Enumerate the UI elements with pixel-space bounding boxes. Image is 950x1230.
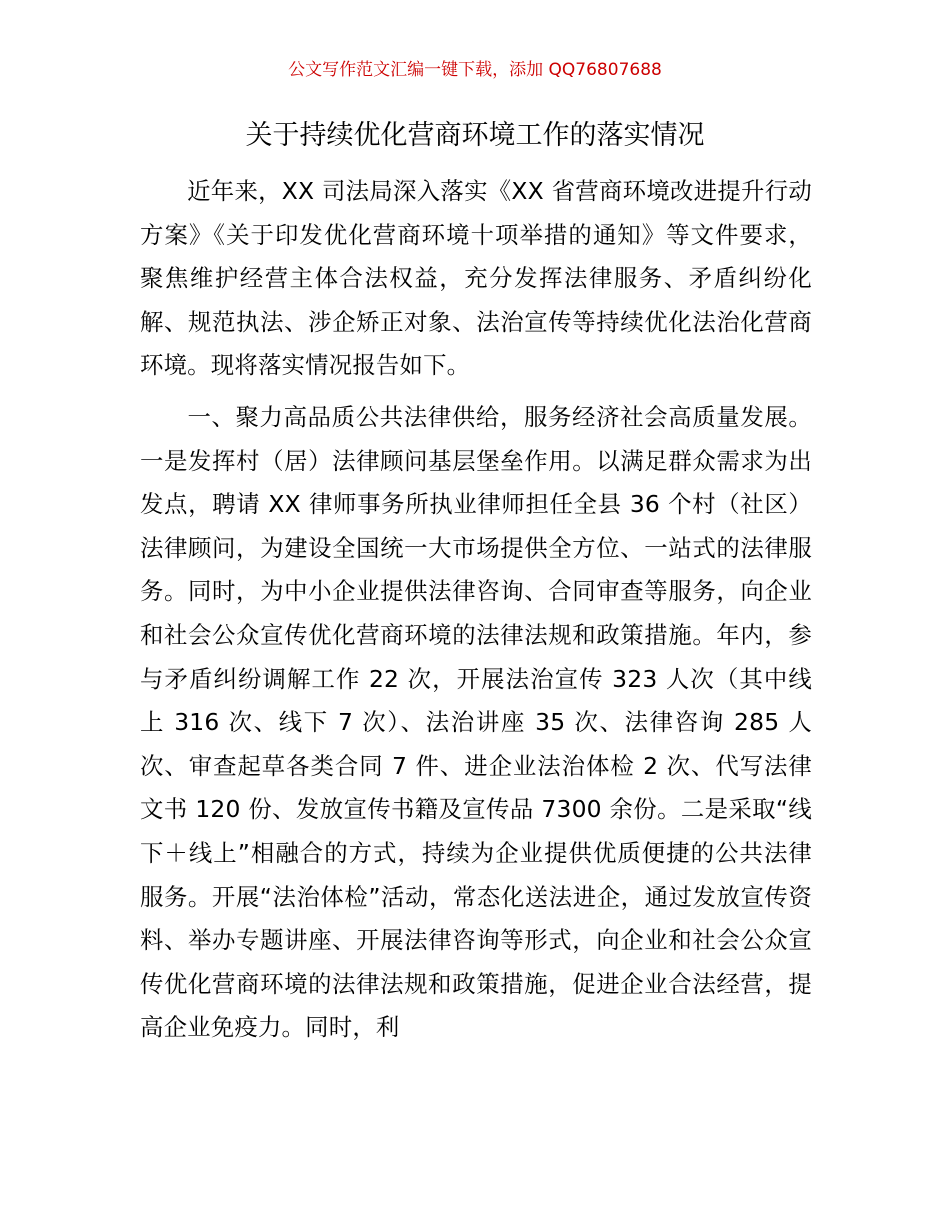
- paragraph-intro: [140, 170, 812, 388]
- download-promo-note: 公文写作范文汇编一键下载，添加 QQ76807688: [288, 60, 662, 80]
- paragraph-section-one: [140, 396, 812, 1050]
- document-title: 关于持续优化营商环境工作的落实情况: [245, 120, 705, 151]
- paragraph-section-one-text: 一、聚力高品质公共法律供给，服务经济社会高质量发展。一是发挥村（居）法律顾问基层堡垒作用。以满足群众需求为出发点，聘请 XX 律师事务所执业律师担任全县 36 个村（社区）法律顾问，为建设全国统一大市场提供全方位、一站式的法律服务。同时，为中小企业提供法律咨询、合同审查等服务，向企业和社会公众宣传优化营商环境的法律法规和政策措施。年内，参与矛盾纠纷调解工作 22 次，开展法治宣传 323 人次（其中线上 316 次、线下 7 次）、法治讲座 35 次、法律咨询 285 人次、审查起草各类合同 7 件、进企业法治体检 2 次、代写法律文书 120 份、发放宣传书籍及宣传品 7300 余份。二是采取“线下＋线上”相融合的方式，持续为企业提供优质便捷的公共法律服务。开展“法治体检”活动，常态化送法进企，通过发放宣传资料、举办专题讲座、开展法律咨询等形式，向企业和社会公众宣传优化营商环境的法律法规和政策措施，促进企业合法经营，提高企业免疫力。同时，利: [140, 403, 812, 1042]
- paragraph-intro-text: 近年来，XX 司法局深入落实《XX 省营商环境改进提升行动方案》《关于印发优化营商环境十项举措的通知》等文件要求，聚焦维护经营主体合法权益，充分发挥法律服务、矛盾纠纷化解、规范执法、涉企矫正对象、法治宣传等持续优化法治化营商环境。现将落实情况报告如下。: [140, 177, 812, 380]
